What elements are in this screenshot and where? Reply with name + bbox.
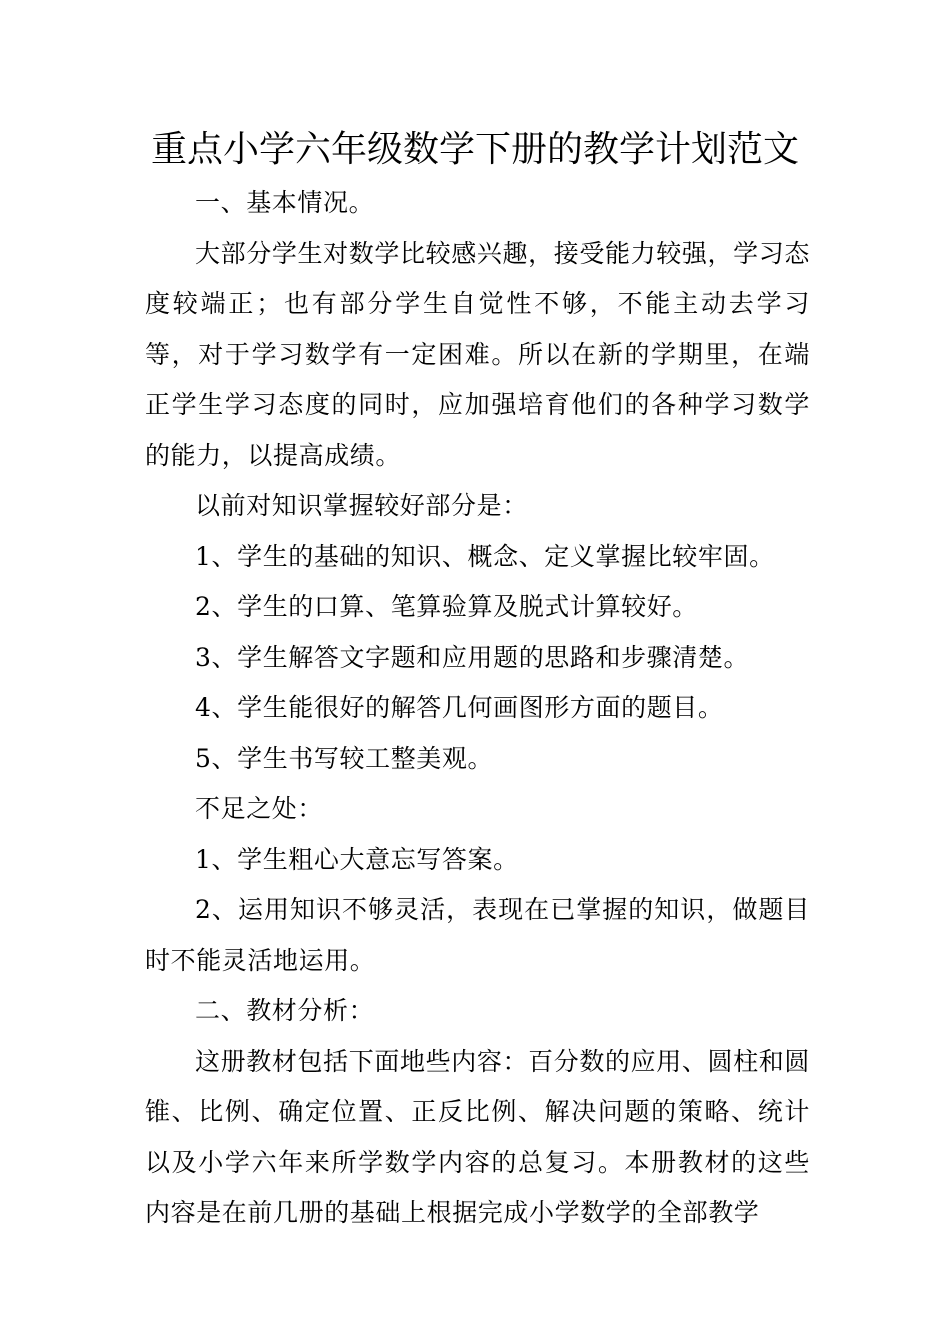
paragraph-student-overview: 大部分学生对数学比较感兴趣，接受能力较强，学习态度较端正；也有部分学生自觉性不够，不能主动去学习等，对于学习数学有一定困难。所以在新的学期里，在端正学生学习态度的同时，应加强培育他们的各种学习数学的能力，以提高成绩。: [145, 238, 810, 470]
section-heading-basic-situation: 一、基本情况。: [195, 188, 375, 217]
section-heading-textbook-analysis: 二、教材分析：: [195, 996, 375, 1025]
list-item-weakness-2: 2、运用知识不够灵活，表现在已掌握的知识，做题目时不能灵活地运用。: [145, 895, 810, 975]
list-item-weakness-1: 1、学生粗心大意忘写答案。: [195, 844, 519, 874]
list-item-strength-3: 3、学生解答文字题和应用题的思路和步骤清楚。: [195, 642, 750, 672]
paragraph-textbook-content: 这册教材包括下面地些内容：百分数的应用、圆柱和圆锥、比例、确定位置、正反比例、解决问题的策略、统计以及小学六年来所学数学内容的总复习。本册教材的这些内容是在前几册的基础上根据完成小学数学的全部教学: [145, 1046, 810, 1227]
paragraph-strengths-intro: 以前对知识掌握较好部分是：: [195, 491, 528, 520]
document-title: 重点小学六年级数学下册的教学计划范文: [150, 129, 799, 170]
list-item-strength-5: 5、学生书写较工整美观。: [195, 743, 494, 773]
list-item-strength-4: 4、学生能很好的解答几何画图形方面的题目。: [195, 693, 724, 722]
list-item-strength-2: 2、学生的口算、笔算验算及脱式计算较好。: [195, 592, 698, 621]
paragraph-weaknesses-intro: 不足之处：: [195, 794, 324, 823]
document-body: [145, 178, 810, 1239]
list-item-strength-1: 1、学生的基础的知识、概念、定义掌握比较牢固。: [195, 541, 775, 571]
